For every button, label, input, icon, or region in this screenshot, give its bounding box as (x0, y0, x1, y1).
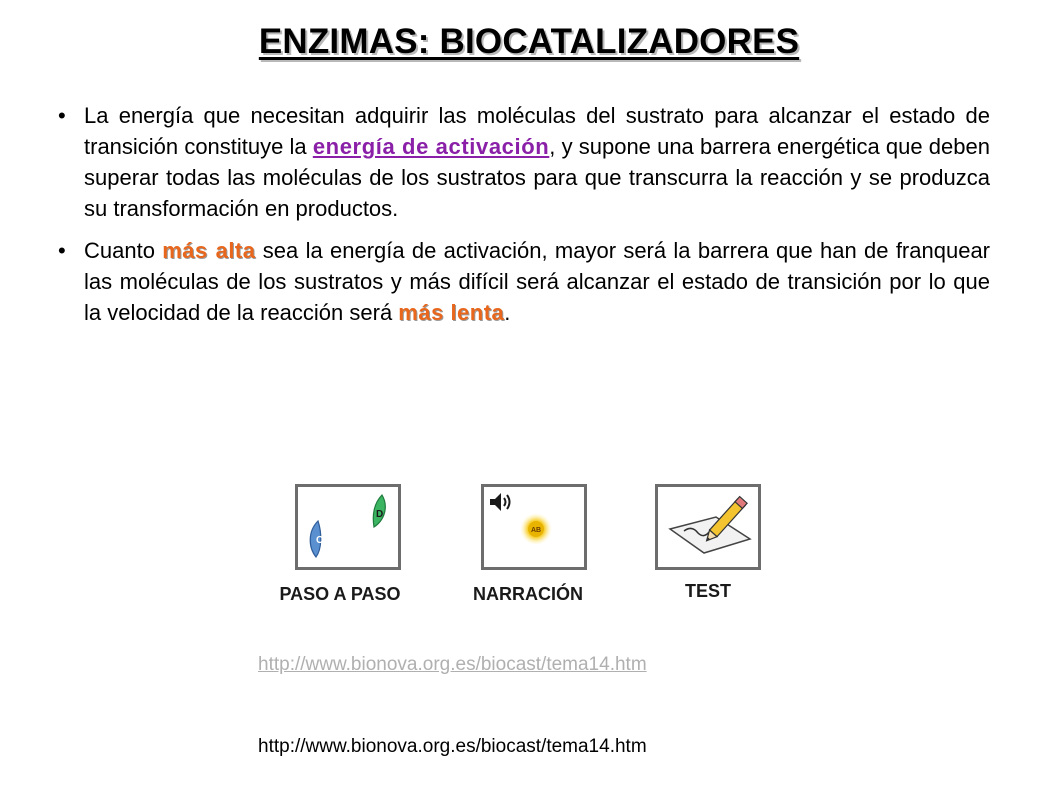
sound-wave-small (504, 498, 506, 506)
bullet-text-end: , y supone una barrera energética que deben superar todas las moléculas de los sustratos para que transcurra la reacción y se produzca su transformación en productos. (84, 134, 990, 221)
bullet-item-activation-energy (58, 100, 990, 224)
narracion-label: NARRACIÓN (473, 584, 583, 604)
activation-energy-link[interactable]: energía de activación (312, 134, 550, 159)
bullet-text-part1: Cuanto (84, 238, 163, 263)
blob-d-letter: D (376, 509, 384, 520)
footer-url: http://www.bionova.org.es/biocast/tema14.htm (258, 736, 647, 757)
bullet-marker: • (58, 238, 66, 263)
sound-wave-large (507, 495, 510, 509)
pencil-paper-icon (658, 487, 758, 567)
test-label: TEST (684, 581, 731, 601)
bullet-text-part2: sea la energía de activación, mayor será la barrera que han de franquear las moléculas de los sustratos y más difícil será alcanzar el estado de transición por lo que la velocidad de la reacción será (84, 238, 991, 325)
slide-title (0, 22, 1058, 62)
narracion-button[interactable] (481, 484, 587, 570)
paso-a-paso-button[interactable] (295, 484, 401, 570)
bullet-text-start: La energía que necesitan adquirir las moléculas del sustrato para alcanzar el estado de transición constituye la (84, 103, 990, 159)
highlight-mas-lenta: más lenta (398, 300, 505, 325)
paso-a-paso-label: PASO A PASO (279, 584, 401, 604)
speaker-body (490, 493, 501, 511)
slide-title-text: ENZIMAS: BIOCATALIZADORES (258, 22, 800, 61)
highlight-mas-alta: más alta (162, 238, 256, 263)
bullet-marker: • (58, 103, 66, 128)
blob-c-letter: C (316, 535, 324, 546)
glow-letters: AB (531, 527, 542, 534)
bullet-list (58, 100, 990, 339)
test-button[interactable] (655, 484, 761, 570)
bullet-item-higher-energy (58, 235, 990, 328)
bullet-text-part3: . (504, 300, 511, 325)
enzyme-step-icon (298, 487, 398, 567)
bionova-link[interactable]: http://www.bionova.org.es/biocast/tema14.htm (258, 654, 647, 675)
speaker-icon (484, 487, 584, 567)
